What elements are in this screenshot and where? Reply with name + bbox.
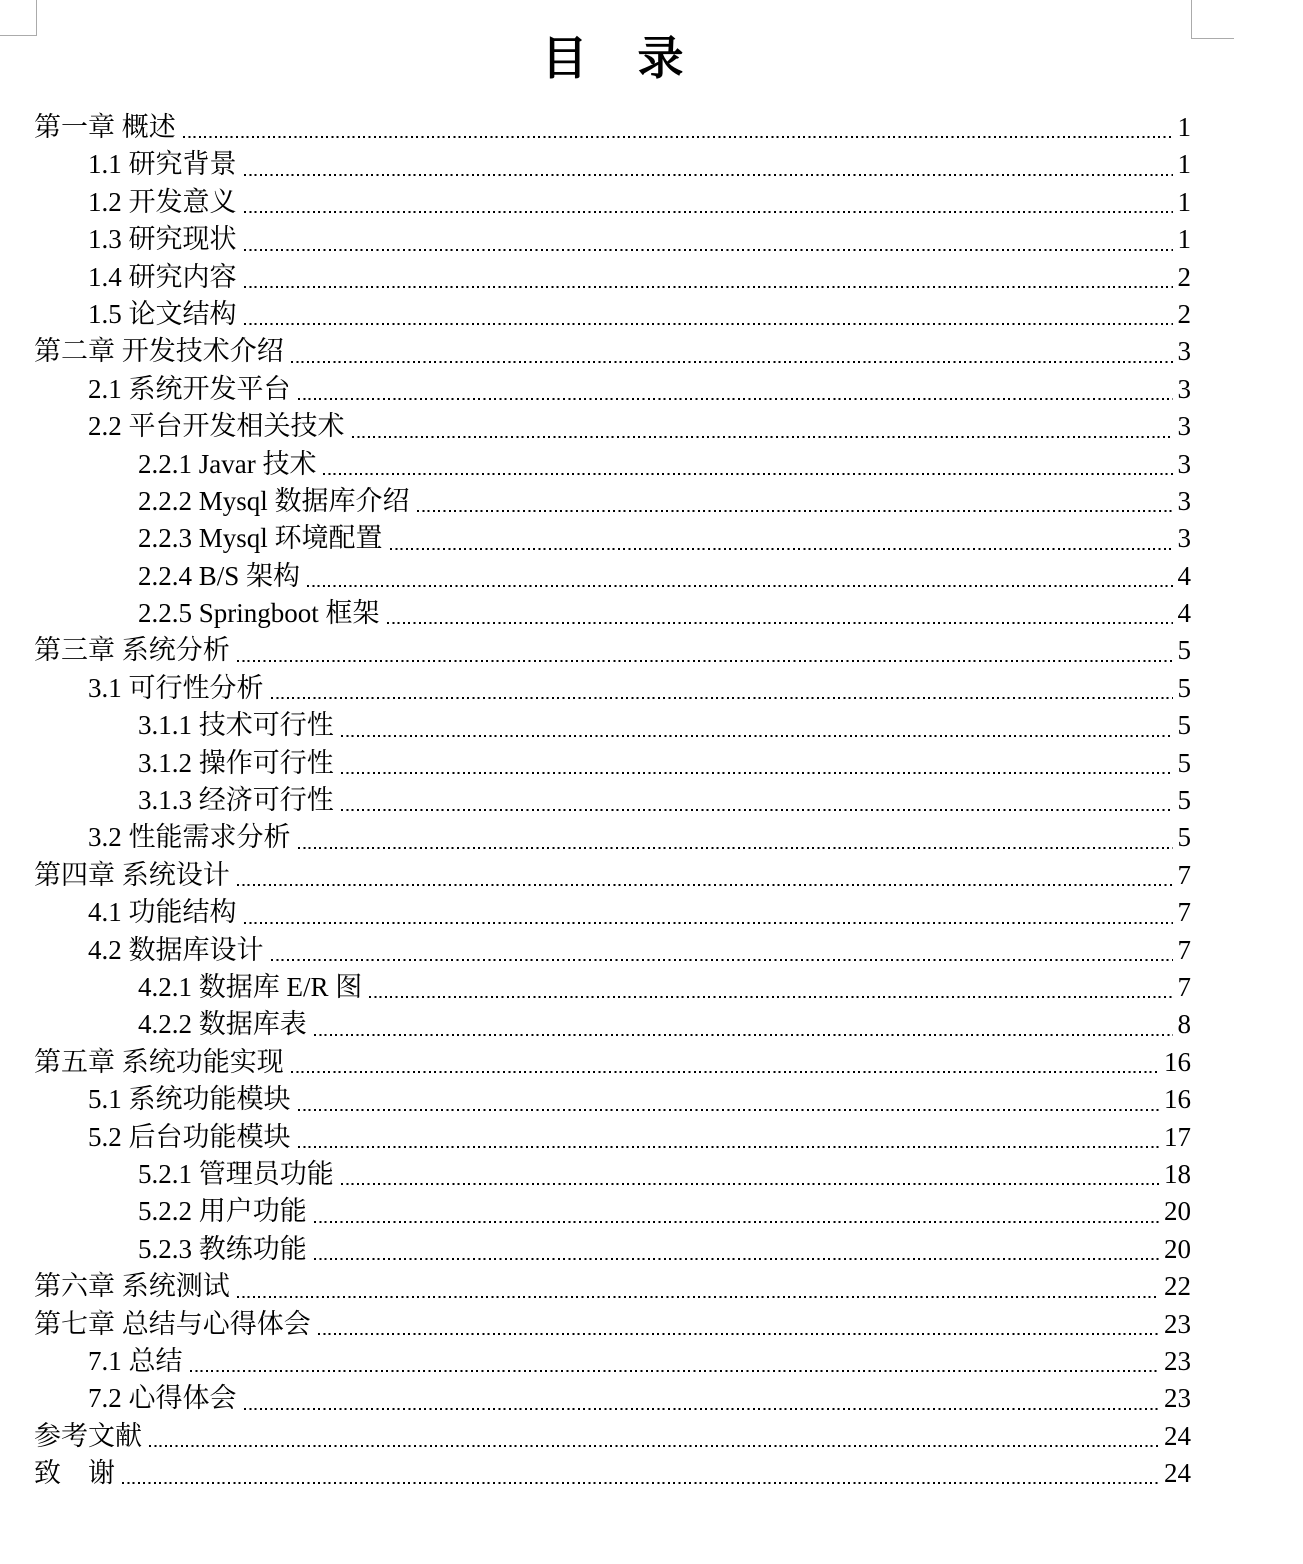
toc-entry[interactable] [0, 932, 1191, 969]
toc-page-number: 16 [1164, 1084, 1191, 1115]
toc-entry[interactable] [0, 670, 1191, 707]
toc-leader-dots [390, 548, 1173, 550]
toc-leader-dots [417, 510, 1173, 512]
toc-leader-dots [298, 1109, 1160, 1111]
toc-entry[interactable] [0, 1119, 1191, 1156]
toc-page-number: 7 [1177, 897, 1191, 928]
toc-entry[interactable] [0, 745, 1191, 782]
toc-page-number: 20 [1164, 1196, 1191, 1227]
toc-entry[interactable] [0, 408, 1191, 445]
toc-entry-label: 3.2 性能需求分析 [88, 822, 291, 853]
toc-leader-dots [122, 1482, 1159, 1484]
toc-entry[interactable] [0, 146, 1191, 183]
toc-entry[interactable] [0, 1231, 1191, 1268]
toc-leader-dots [314, 1221, 1159, 1223]
toc-leader-dots [271, 697, 1173, 699]
toc-entry[interactable] [0, 520, 1191, 557]
toc-entry-label: 第二章 开发技术介绍 [34, 336, 284, 367]
toc-entry[interactable] [0, 1306, 1191, 1343]
toc-entry-label: 5.2.1 管理员功能 [138, 1158, 334, 1189]
toc-entry[interactable] [0, 1268, 1191, 1305]
toc-page-number: 5 [1177, 672, 1191, 703]
toc-page-number: 3 [1177, 485, 1191, 516]
toc-page-number: 1 [1177, 186, 1191, 217]
toc-page-number: 24 [1164, 1420, 1191, 1451]
toc-entry-label: 2.2.1 Javar 技术 [138, 448, 317, 479]
toc-leader-dots [183, 136, 1173, 138]
toc-leader-dots [352, 436, 1173, 438]
toc-page-number: 7 [1177, 859, 1191, 890]
text-boundary-mark-top-left-horizontal [0, 35, 37, 36]
toc-entry-label: 5.2.2 用户功能 [138, 1196, 307, 1227]
toc-page-number: 7 [1177, 934, 1191, 965]
toc-entry-label: 参考文献 [34, 1420, 142, 1451]
toc-leader-dots [298, 398, 1173, 400]
toc-entry[interactable] [0, 894, 1191, 931]
toc-leader-dots [307, 585, 1172, 587]
toc-entry-label: 2.2 平台开发相关技术 [88, 411, 345, 442]
toc-entry-label: 1.5 论文结构 [88, 298, 237, 329]
toc-page-number: 4 [1177, 560, 1191, 591]
toc-entry-label: 4.2.2 数据库表 [138, 1009, 307, 1040]
toc-entry[interactable] [0, 1455, 1191, 1492]
toc-entry-label: 2.2.3 Mysql 环境配置 [138, 523, 383, 554]
toc-page-number: 24 [1164, 1458, 1191, 1489]
toc-page-number: 3 [1177, 411, 1191, 442]
toc-entry-label: 5.1 系统功能模块 [88, 1084, 291, 1115]
toc-entry[interactable] [0, 1193, 1191, 1230]
toc-entry[interactable] [0, 707, 1191, 744]
toc-page-number: 3 [1177, 336, 1191, 367]
toc-leader-dots [323, 473, 1172, 475]
toc-page-number: 3 [1177, 523, 1191, 554]
toc-leader-dots [237, 1296, 1159, 1298]
toc-entry-label: 第四章 系统设计 [34, 859, 230, 890]
page-title: 目 录 [541, 33, 686, 84]
toc-page-number: 5 [1177, 710, 1191, 741]
toc-entry-label: 第五章 系统功能实现 [34, 1046, 284, 1077]
toc-entry[interactable] [0, 857, 1191, 894]
toc-entry-label: 2.2.2 Mysql 数据库介绍 [138, 485, 410, 516]
toc-leader-dots [244, 323, 1173, 325]
toc-entry-label: 1.2 开发意义 [88, 186, 237, 217]
toc-entry-label: 3.1.1 技术可行性 [138, 710, 334, 741]
toc-entry[interactable] [0, 819, 1191, 856]
toc-entry[interactable] [0, 221, 1191, 258]
toc-entry[interactable] [0, 558, 1191, 595]
toc-leader-dots [244, 211, 1173, 213]
toc-entry-label: 第六章 系统测试 [34, 1271, 230, 1302]
toc-entry-label: 第一章 概述 [34, 112, 176, 142]
toc-page-number: 1 [1177, 224, 1191, 255]
toc-entry-label: 3.1.3 经济可行性 [138, 785, 334, 816]
toc-leader-dots [244, 922, 1173, 924]
text-boundary-mark-top-right-vertical [1191, 0, 1192, 38]
toc-page-number: 4 [1177, 598, 1191, 629]
toc-page-number: 5 [1177, 785, 1191, 816]
toc-entry-label: 第三章 系统分析 [34, 635, 230, 666]
toc-leader-dots [314, 1258, 1159, 1260]
toc-page-number: 5 [1177, 635, 1191, 666]
toc-entry[interactable] [0, 632, 1191, 669]
toc-leader-dots [341, 735, 1173, 737]
toc-entry-label: 2.2.4 B/S 架构 [138, 560, 301, 591]
toc-entry[interactable] [0, 483, 1191, 520]
toc-leader-dots [244, 286, 1173, 288]
toc-entry-label: 3.1.2 操作可行性 [138, 747, 334, 778]
toc-leader-dots [291, 1071, 1159, 1073]
toc-entry-label: 2.2.5 Springboot 框架 [138, 598, 380, 629]
toc-page-number: 2 [1177, 261, 1191, 292]
toc-entry-label: 4.1 功能结构 [88, 897, 237, 928]
toc-entry[interactable] [0, 1081, 1191, 1118]
toc-entry-label: 第七章 总结与心得体会 [34, 1308, 311, 1339]
toc-leader-dots [341, 809, 1173, 811]
toc-entry[interactable] [0, 1044, 1191, 1081]
toc-entry-label: 1.1 研究背景 [88, 149, 237, 180]
toc-entry[interactable] [0, 595, 1191, 632]
toc-leader-dots [244, 1408, 1160, 1410]
toc-page-number: 18 [1164, 1158, 1191, 1189]
toc-entry[interactable] [0, 333, 1191, 370]
toc-leader-dots [237, 884, 1173, 886]
toc-page-number: 7 [1177, 971, 1191, 1002]
toc-page-number: 23 [1164, 1383, 1191, 1414]
toc-page-number: 5 [1177, 822, 1191, 853]
toc-page-number: 17 [1164, 1121, 1191, 1152]
toc-entry-label: 5.2.3 教练功能 [138, 1233, 307, 1264]
toc-entry[interactable] [0, 446, 1191, 483]
toc-entry[interactable] [0, 296, 1191, 333]
toc-leader-dots [237, 660, 1173, 662]
toc-leader-dots [190, 1370, 1160, 1372]
toc-page-number: 5 [1177, 747, 1191, 778]
toc-leader-dots [271, 959, 1173, 961]
toc-page-number: 23 [1164, 1308, 1191, 1339]
toc-leader-dots [244, 249, 1173, 251]
toc-entry[interactable] [0, 1418, 1191, 1455]
toc-entry[interactable] [0, 109, 1191, 146]
toc-leader-dots [341, 772, 1173, 774]
toc-leader-dots [298, 847, 1173, 849]
toc-page-number: 1 [1177, 149, 1191, 180]
toc-entry[interactable] [0, 1006, 1191, 1043]
toc-entry-label: 1.4 研究内容 [88, 261, 237, 292]
toc-entry[interactable] [0, 1156, 1191, 1193]
toc-leader-dots [291, 361, 1173, 363]
toc-entry-label: 2.1 系统开发平台 [88, 373, 291, 404]
toc-page-number: 20 [1164, 1233, 1191, 1264]
toc-leader-dots [369, 996, 1172, 998]
toc-page-number: 3 [1177, 448, 1191, 479]
toc-entry-label: 4.2 数据库设计 [88, 934, 264, 965]
toc-entry-label: 3.1 可行性分析 [88, 672, 264, 703]
toc-entry-label: 1.3 研究现状 [88, 224, 237, 255]
toc-entry[interactable] [0, 371, 1191, 408]
toc-page-number: 8 [1177, 1009, 1191, 1040]
toc-entry[interactable] [0, 1380, 1191, 1417]
toc-leader-dots [298, 1146, 1160, 1148]
toc-entry[interactable] [0, 184, 1191, 221]
toc-leader-dots [149, 1445, 1159, 1447]
toc-page-number: 3 [1177, 373, 1191, 404]
toc-leader-dots [341, 1183, 1159, 1185]
text-boundary-mark-top-right-horizontal [1191, 38, 1234, 39]
toc-entry-label: 5.2 后台功能模块 [88, 1121, 291, 1152]
toc-entry[interactable] [0, 259, 1191, 296]
toc-page-number: 22 [1164, 1271, 1191, 1302]
toc-leader-dots [244, 174, 1173, 176]
toc-leader-dots [387, 622, 1173, 624]
toc-entry[interactable] [0, 782, 1191, 819]
toc-page-number: 1 [1177, 112, 1191, 142]
toc-page-number: 23 [1164, 1345, 1191, 1376]
toc-entry-label: 4.2.1 数据库 E/R 图 [138, 971, 363, 1002]
toc-entry-label: 致 谢 [34, 1458, 115, 1489]
toc-entry-label: 7.1 总结 [88, 1345, 183, 1376]
toc-leader-dots [314, 1034, 1173, 1036]
toc-entry-label: 7.2 心得体会 [88, 1383, 237, 1414]
toc-page-number: 2 [1177, 298, 1191, 329]
toc-entry[interactable] [0, 969, 1191, 1006]
toc-page-number: 16 [1164, 1046, 1191, 1077]
toc-list [0, 109, 1303, 1492]
toc-leader-dots [318, 1333, 1159, 1335]
toc-entry[interactable] [0, 1343, 1191, 1380]
